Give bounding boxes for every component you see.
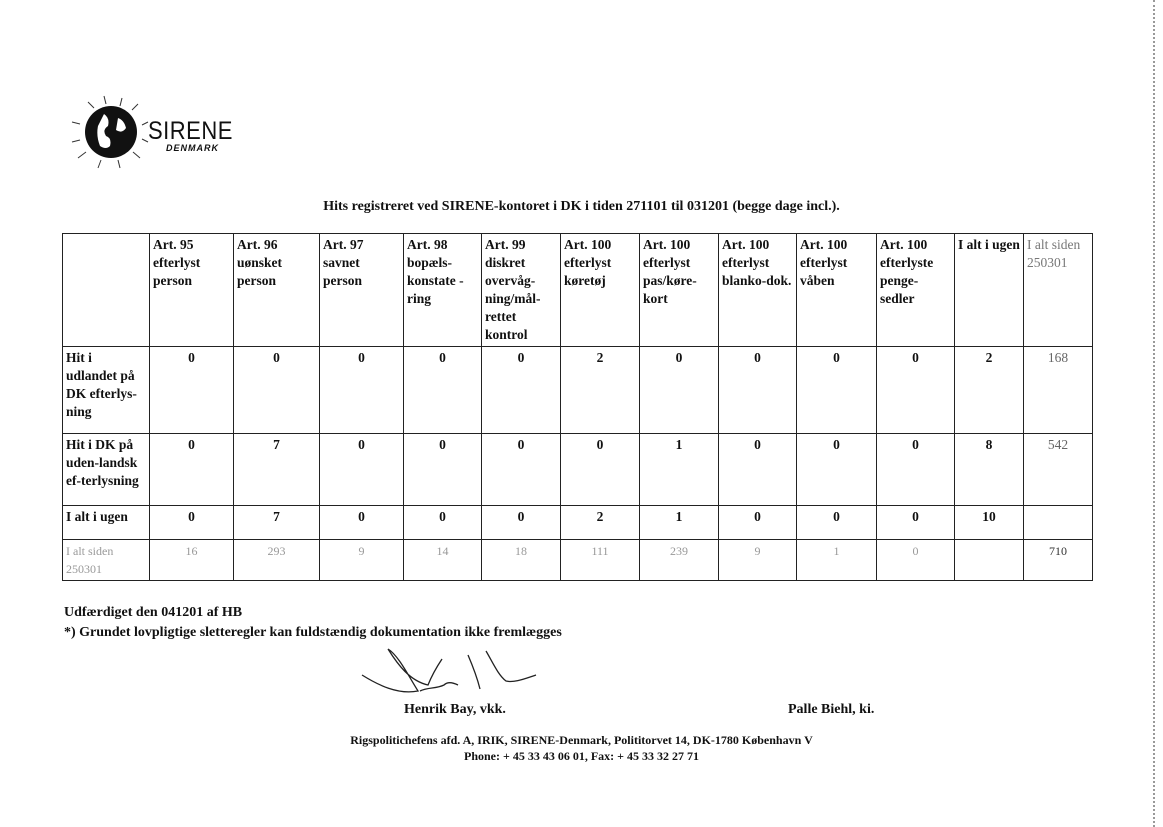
header-cell: I alt i ugen [955,234,1024,347]
header-cell: Art. 97 savnet person [320,234,404,347]
table-cell: 293 [234,540,320,581]
header-cell: Art. 100 efterlyst pas/køre-kort [640,234,719,347]
prepared-note: Udfærdiget den 041201 af HB [64,605,243,620]
table-cell: 1 [797,540,877,581]
table-cell: 0 [482,434,561,506]
phone-line: Phone: + 45 33 43 06 01, Fax: + 45 33 32 27 71 [463,749,699,763]
table-cell: 8 [955,434,1024,506]
logo-subtitle: DENMARK [166,143,219,153]
table-cell: 0 [640,347,719,434]
document-title: Hits registreret ved SIRENE-kontoret i DK i tiden 271101 til 031201 (begge dage incl.). [323,199,840,214]
header-cell: Art. 100 efterlyste penge-sedler [877,234,955,347]
signer-left: Henrik Bay, vkk. [404,702,506,717]
table-cell: 0 [482,347,561,434]
table-cell: 14 [404,540,482,581]
scan-edge [1153,0,1163,827]
table-cell: 2 [955,347,1024,434]
handwritten-signature [358,645,548,705]
table-cell: 0 [150,506,234,540]
header-cell: Art. 98 bopæls-konstate -ring [404,234,482,347]
table-cell: 10 [955,506,1024,540]
deletion-note: *) Grundet lovpligtige sletteregler kan fuldstændig dokumentation ikke fremlægges [64,625,562,640]
row-label: Hit i DK på uden-landsk ef-terlysning [63,434,150,506]
table-row [63,347,1093,434]
table-cell: 9 [320,540,404,581]
table-cell: 0 [797,506,877,540]
table-cell: 542 [1024,434,1093,506]
row-label: I alt i ugen [63,506,150,540]
table-cell: 0 [797,347,877,434]
table-cell: 0 [719,434,797,506]
table-cell: 710 [1024,540,1093,581]
table-cell: 0 [482,506,561,540]
table-cell: 0 [150,434,234,506]
table-cell: 0 [150,347,234,434]
table-cell: 0 [320,506,404,540]
header-cell: Art. 95 efterlyst person [150,234,234,347]
table-cell: 9 [719,540,797,581]
table-cell: 7 [234,434,320,506]
signer-right: Palle Biehl, ki. [788,702,875,717]
table-cell: 0 [877,434,955,506]
table-cell: 239 [640,540,719,581]
hits-table [62,233,1093,581]
table-cell: 18 [482,540,561,581]
table-cell: 0 [404,434,482,506]
table-cell: 0 [877,347,955,434]
table-cell: 0 [404,506,482,540]
header-cell: Art. 99 diskret overvåg-ning/mål-rettet kontrol [482,234,561,347]
table-cell: 0 [320,347,404,434]
header-cell: I alt siden 250301 [1024,234,1093,347]
table-cell: 0 [877,506,955,540]
table-cell: 0 [404,347,482,434]
table-cell: 2 [561,347,640,434]
table-cell: 0 [234,347,320,434]
header-cell [63,234,150,347]
table-row [63,540,1093,581]
table-cell: 0 [719,347,797,434]
table-cell: 111 [561,540,640,581]
table-cell: 168 [1024,347,1093,434]
header-cell: Art. 100 efterlyst blanko-dok. [719,234,797,347]
table-cell: 7 [234,506,320,540]
table-cell: 0 [561,434,640,506]
table-row [63,506,1093,540]
table-cell [955,540,1024,581]
table-cell: 1 [640,434,719,506]
logo-title: SIRENE [148,116,233,145]
table-cell: 0 [877,540,955,581]
address-line: Rigspolitichefens afd. A, IRIK, SIRENE-Denmark, Polititorvet 14, DK-1780 København V [350,733,813,747]
row-label: I alt siden 250301 [63,540,150,581]
table-cell: 0 [797,434,877,506]
table-header-row [63,234,1093,347]
table-cell: 0 [320,434,404,506]
header-cell: Art. 100 efterlyst våben [797,234,877,347]
table-cell: 0 [719,506,797,540]
header-cell: Art. 96 uønsket person [234,234,320,347]
table-cell: 16 [150,540,234,581]
table-row [63,434,1093,506]
header-cell: Art. 100 efterlyst køretøj [561,234,640,347]
table-cell: 2 [561,506,640,540]
table-cell [1024,506,1093,540]
row-label: Hit i udlandet på DK efterlys-ning [63,347,150,434]
table-cell: 1 [640,506,719,540]
